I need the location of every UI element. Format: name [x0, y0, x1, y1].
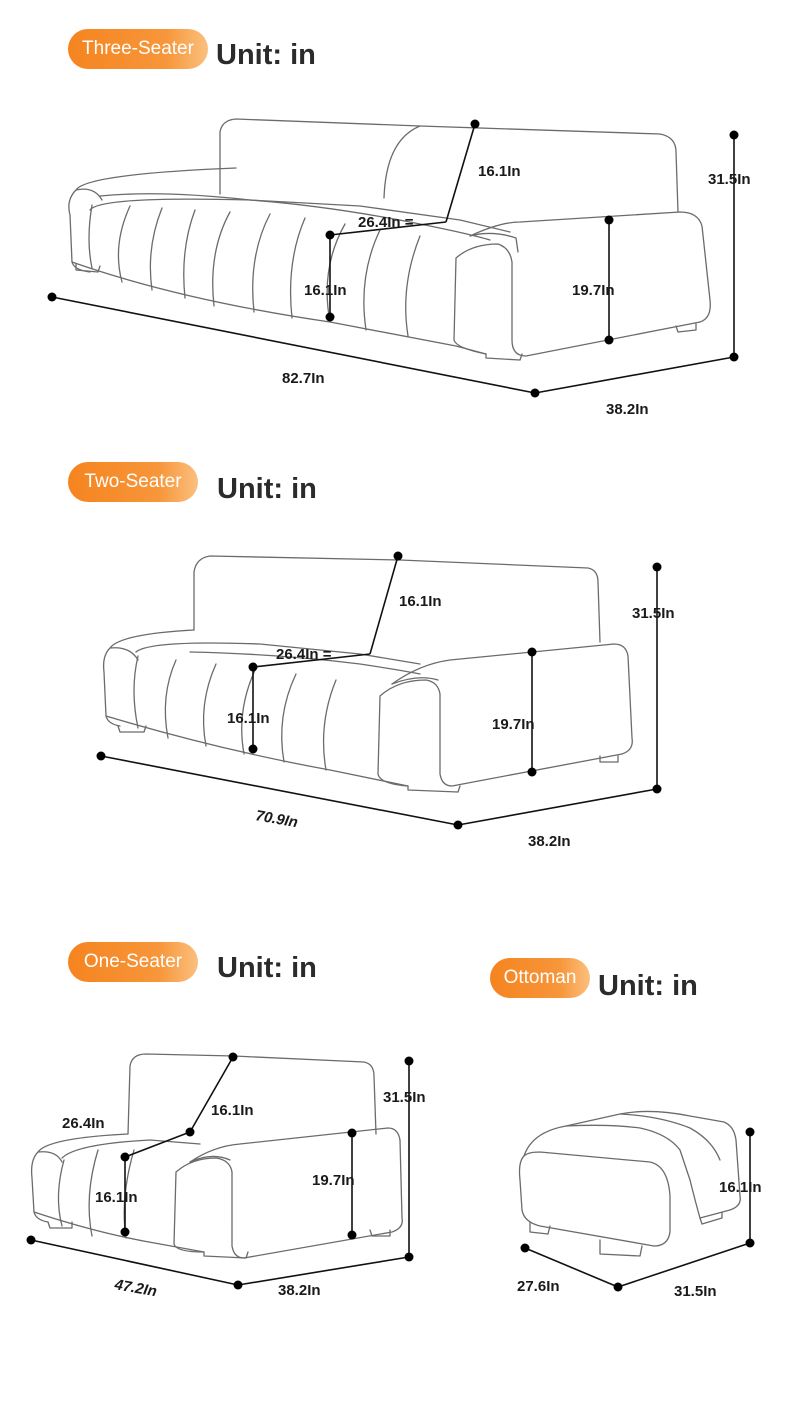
one-seater-right-arm — [174, 1128, 402, 1258]
one-seater-seat-depth-label: 26.4In — [62, 1115, 105, 1132]
three-seater-depth-label: 38.2In — [606, 401, 649, 418]
ottoman-length-label: 31.5In — [674, 1283, 717, 1300]
one-seater-label: One-Seater — [68, 942, 198, 982]
one-seater-backrest — [128, 1054, 376, 1134]
three-seater-seat-height-label: 16.1In — [304, 282, 347, 299]
three-seater-left-arm — [69, 168, 236, 272]
one-seater-depth-label: 38.2In — [278, 1282, 321, 1299]
one-seater-length-label: 47.2In — [113, 1276, 159, 1301]
two-seater-right-arm — [378, 644, 632, 786]
one-seater-seat-height-label: 16.1In — [95, 1189, 138, 1206]
three-seater-seat-depth-label: 26.4In = — [358, 214, 414, 231]
ottoman-label: Ottoman — [490, 958, 590, 998]
two-seater-arm-height-label: 19.7In — [492, 716, 535, 733]
three-seater-height-label: 31.5In — [708, 171, 751, 188]
ottoman-unit: Unit: in — [598, 970, 698, 1002]
three-seater-length-label: 82.7In — [282, 370, 325, 387]
one-seater-height-label: 31.5In — [383, 1089, 426, 1106]
ottoman-front — [520, 1152, 671, 1246]
one-seater-left-arm — [32, 1134, 128, 1222]
two-seater-depth-label: 38.2In — [528, 833, 571, 850]
two-seater-seat-height-label: 16.1In — [227, 710, 270, 727]
two-seater-backrest — [194, 556, 600, 642]
one-seater-drawing — [27, 1053, 426, 1301]
two-seater-seat-depth-label: 26.4In = — [276, 646, 332, 663]
two-seater-drawing — [97, 552, 675, 851]
ottoman-height-label: 16.1In — [719, 1179, 762, 1196]
three-seater-cushions — [90, 199, 510, 232]
three-seater-drawing — [48, 119, 751, 418]
ottoman-width-label: 27.6In — [517, 1278, 560, 1295]
two-seater-unit: Unit: in — [217, 473, 317, 505]
three-seater-label: Three-Seater — [68, 29, 208, 69]
one-seater-arm-height-label: 19.7In — [312, 1172, 355, 1189]
three-seater-unit: Unit: in — [216, 39, 316, 71]
three-seater-backrest-label: 16.1In — [478, 163, 521, 180]
ottoman-drawing — [517, 1111, 762, 1300]
one-seater-unit: Unit: in — [217, 952, 317, 984]
two-seater-height-label: 31.5In — [632, 605, 675, 622]
two-seater-length-label: 70.9In — [254, 807, 300, 832]
two-seater-backrest-label: 16.1In — [399, 593, 442, 610]
two-seater-left-arm — [104, 630, 194, 726]
three-seater-arm-height-label: 19.7In — [572, 282, 615, 299]
two-seater-label: Two-Seater — [68, 462, 198, 502]
one-seater-backrest-label: 16.1In — [211, 1102, 254, 1119]
three-seater-backrest — [220, 119, 678, 212]
